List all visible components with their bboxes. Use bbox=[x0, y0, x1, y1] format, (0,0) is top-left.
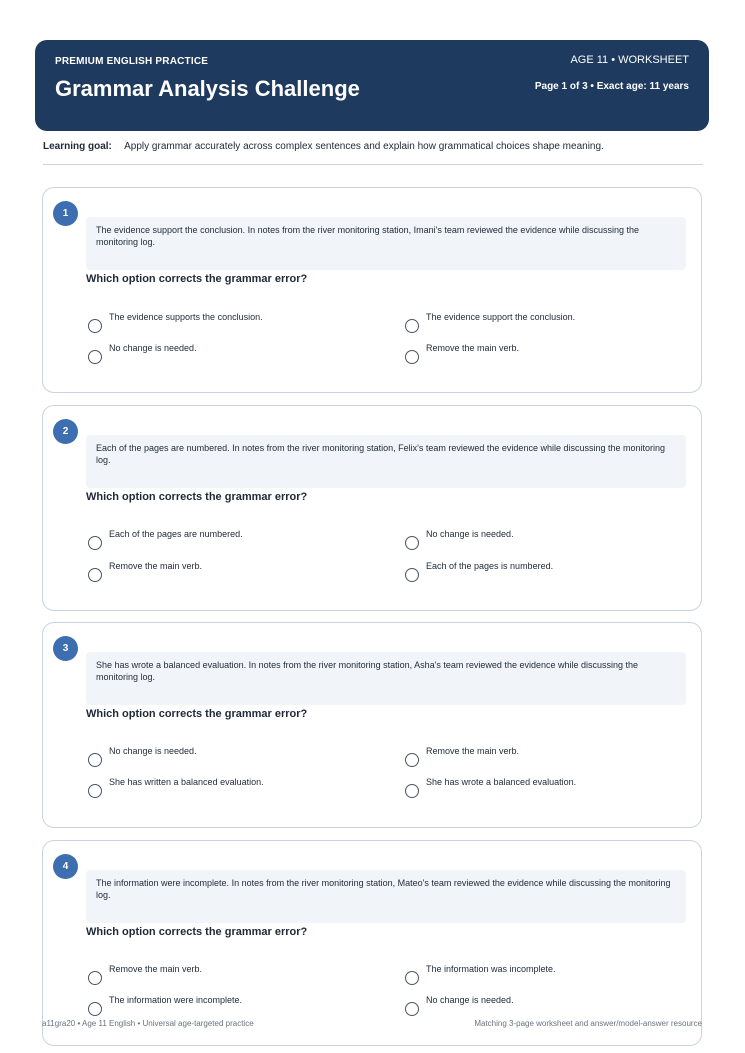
answer-option-label: The information was incomplete. bbox=[426, 964, 556, 974]
question-card-2 bbox=[42, 405, 702, 611]
question-number-badge: 2 bbox=[53, 419, 78, 444]
radio-button[interactable] bbox=[88, 319, 102, 333]
answer-option-label: Remove the main verb. bbox=[426, 746, 520, 756]
divider bbox=[43, 164, 703, 165]
page-info: Page 1 of 3 • Exact age: 11 years bbox=[534, 81, 689, 92]
learning-goal-text: Apply grammar accurately across complex sentences and explain how grammatical choices shape meaning. bbox=[124, 141, 604, 152]
answer-option-label: Remove the main verb. bbox=[109, 964, 203, 974]
radio-button[interactable] bbox=[405, 971, 419, 985]
question-number-badge: 4 bbox=[53, 854, 78, 879]
answer-option-label: No change is needed. bbox=[426, 995, 514, 1005]
answer-option-label: The information were incomplete. bbox=[109, 995, 243, 1005]
question-number-badge: 1 bbox=[53, 201, 78, 226]
answer-option-label: The evidence support the conclusion. bbox=[426, 312, 576, 322]
page-title: Grammar Analysis Challenge bbox=[55, 76, 360, 101]
age-worksheet-label: AGE 11 • WORKSHEET bbox=[570, 54, 689, 66]
radio-button[interactable] bbox=[405, 784, 419, 798]
question-card-3 bbox=[42, 622, 702, 828]
answer-option-label: Remove the main verb. bbox=[426, 343, 520, 353]
answer-option-label: No change is needed. bbox=[426, 529, 514, 539]
question-prompt: Which option corrects the grammar error? bbox=[86, 491, 308, 503]
radio-button[interactable] bbox=[88, 536, 102, 550]
question-prompt: Which option corrects the grammar error? bbox=[86, 273, 308, 285]
question-prompt: Which option corrects the grammar error? bbox=[86, 708, 308, 720]
radio-button[interactable] bbox=[88, 1002, 102, 1016]
question-passage: She has wrote a balanced evaluation. In notes from the river monitoring station, Asha's team reviewed the evidence while discussing the monitoring log. bbox=[86, 652, 686, 705]
answer-option-label: No change is needed. bbox=[109, 343, 197, 353]
answer-option-label: No change is needed. bbox=[109, 746, 197, 756]
radio-button[interactable] bbox=[405, 536, 419, 550]
footer-description: Matching 3-page worksheet and answer/model-answer resource bbox=[474, 1019, 702, 1028]
brand-label: PREMIUM ENGLISH PRACTICE bbox=[55, 56, 209, 67]
radio-button[interactable] bbox=[405, 319, 419, 333]
question-prompt: Which option corrects the grammar error? bbox=[86, 926, 308, 938]
question-card-1 bbox=[42, 187, 702, 393]
question-card-4 bbox=[42, 840, 702, 1046]
radio-button[interactable] bbox=[405, 568, 419, 582]
answer-option-label: She has written a balanced evaluation. bbox=[109, 777, 264, 787]
answer-option-label: She has wrote a balanced evaluation. bbox=[426, 777, 577, 787]
question-passage: The information were incomplete. In notes from the river monitoring station, Mateo's team reviewed the evidence while discussing the monitoring log. bbox=[86, 870, 686, 923]
answer-option-label: Each of the pages is numbered. bbox=[426, 561, 554, 571]
radio-button[interactable] bbox=[405, 753, 419, 767]
radio-button[interactable] bbox=[88, 568, 102, 582]
radio-button[interactable] bbox=[88, 971, 102, 985]
question-passage: Each of the pages are numbered. In notes from the river monitoring station, Felix's team reviewed the evidence while discussing the monitoring log. bbox=[86, 435, 686, 488]
worksheet-header bbox=[35, 40, 709, 131]
radio-button[interactable] bbox=[405, 350, 419, 364]
learning-goal bbox=[43, 141, 703, 152]
footer-code: a11gra20 • Age 11 English • Universal age-targeted practice bbox=[42, 1019, 254, 1028]
radio-button[interactable] bbox=[88, 350, 102, 364]
answer-option-label: The evidence supports the conclusion. bbox=[109, 312, 263, 322]
question-number-badge: 3 bbox=[53, 636, 78, 661]
answer-option-label: Remove the main verb. bbox=[109, 561, 203, 571]
radio-button[interactable] bbox=[88, 784, 102, 798]
learning-goal-label: Learning goal: bbox=[43, 141, 112, 152]
answer-option-label: Each of the pages are numbered. bbox=[109, 529, 243, 539]
question-passage: The evidence support the conclusion. In notes from the river monitoring station, Imani's team reviewed the evidence while discussing the monitoring log. bbox=[86, 217, 686, 270]
radio-button[interactable] bbox=[405, 1002, 419, 1016]
radio-button[interactable] bbox=[88, 753, 102, 767]
